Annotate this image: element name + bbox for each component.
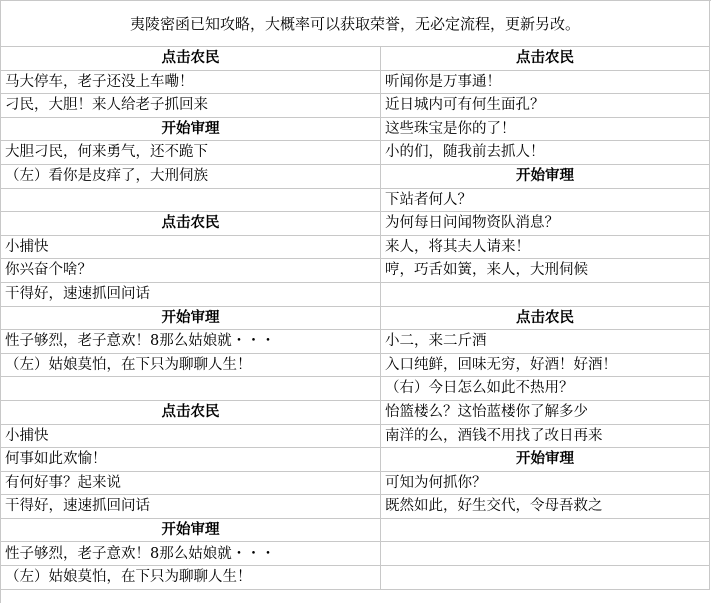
section-header: 开始审理 <box>1 118 381 142</box>
dialogue-cell: 刁民，大胆！来人给老子抓回来 <box>1 94 381 118</box>
dialogue-cell: 听闻你是万事通！ <box>381 71 710 95</box>
section-header: 点击农民 <box>381 47 710 71</box>
dialogue-cell: 小捕快 <box>1 236 381 260</box>
dialogue-cell: 小捕快 <box>1 425 381 449</box>
section-header: 点击农民 <box>1 212 381 236</box>
dialogue-cell <box>381 283 710 307</box>
sheet-title: 夷陵密函已知攻略，大概率可以获取荣誉，无必定流程，更新另改。 <box>1 1 710 47</box>
dialogue-cell: 入口纯鲜，回味无穷，好酒！好酒！ <box>381 354 710 378</box>
section-header: 点击农民 <box>1 401 381 425</box>
dialogue-cell: 怡篮楼么？这怡蓝楼你了解多少 <box>381 401 710 425</box>
dialogue-cell: 下站者何人？ <box>381 189 710 213</box>
dialogue-cell: 南洋的么，酒钱不用找了改日再来 <box>381 425 710 449</box>
dialogue-cell: 为何每日问闻物资队消息？ <box>381 212 710 236</box>
section-header: 开始审理 <box>1 307 381 331</box>
dialogue-cell <box>381 566 710 590</box>
dialogue-cell: 干得好，速速抓回问话 <box>1 495 381 519</box>
dialogue-cell: 小二，来二斤酒 <box>381 330 710 354</box>
dialogue-cell: （左）姑娘莫怕，在下只为聊聊人生！ <box>1 566 381 590</box>
section-header: 点击农民 <box>381 307 710 331</box>
dialogue-cell: 有何好事？起来说 <box>1 472 381 496</box>
dialogue-cell: 你兴奋个啥？ <box>1 259 381 283</box>
section-header: 开始审理 <box>1 519 381 543</box>
dialogue-cell: 大胆刁民，何来勇气，还不跪下 <box>1 141 381 165</box>
dialogue-cell: 何事如此欢愉！ <box>1 448 381 472</box>
dialogue-cell: （左）看你是皮痒了，大刑伺族 <box>1 165 381 189</box>
right-column <box>381 47 710 590</box>
dialogue-cell: 既然如此，好生交代，令母吾救之 <box>381 495 710 519</box>
section-header: 点击农民 <box>1 47 381 71</box>
dialogue-cell: 马大停车，老子还没上车嘞！ <box>1 71 381 95</box>
dialogue-cell: 这些珠宝是你的了！ <box>381 118 710 142</box>
dialogue-cell: 来人，将其夫人请来！ <box>381 236 710 260</box>
dialogue-cell: 性子够烈，老子意欢！8那么姑娘就・・・ <box>1 330 381 354</box>
dialogue-cell: 可知为何抓你？ <box>381 472 710 496</box>
section-header: 开始审理 <box>381 165 710 189</box>
left-column <box>1 47 381 590</box>
dialogue-cell <box>381 542 710 566</box>
dialogue-cell: （左）姑娘莫怕，在下只为聊聊人生！ <box>1 354 381 378</box>
dialogue-cell: 性子够烈，老子意欢！8那么姑娘就・・・ <box>1 542 381 566</box>
dialogue-cell: 小的们，随我前去抓人！ <box>381 141 710 165</box>
section-header: 开始审理 <box>381 448 710 472</box>
dialogue-cell <box>1 189 381 213</box>
dialogue-cell: （右）今日怎么如此不热用？ <box>381 377 710 401</box>
dialogue-cell: 干得好，速速抓回问话 <box>1 283 381 307</box>
dialogue-cell: 哼，巧舌如簧，来人，大刑伺候 <box>381 259 710 283</box>
dialogue-cell <box>1 377 381 401</box>
dialogue-cell <box>381 519 710 543</box>
dialogue-cell: 近日城内可有何生面孔？ <box>381 94 710 118</box>
